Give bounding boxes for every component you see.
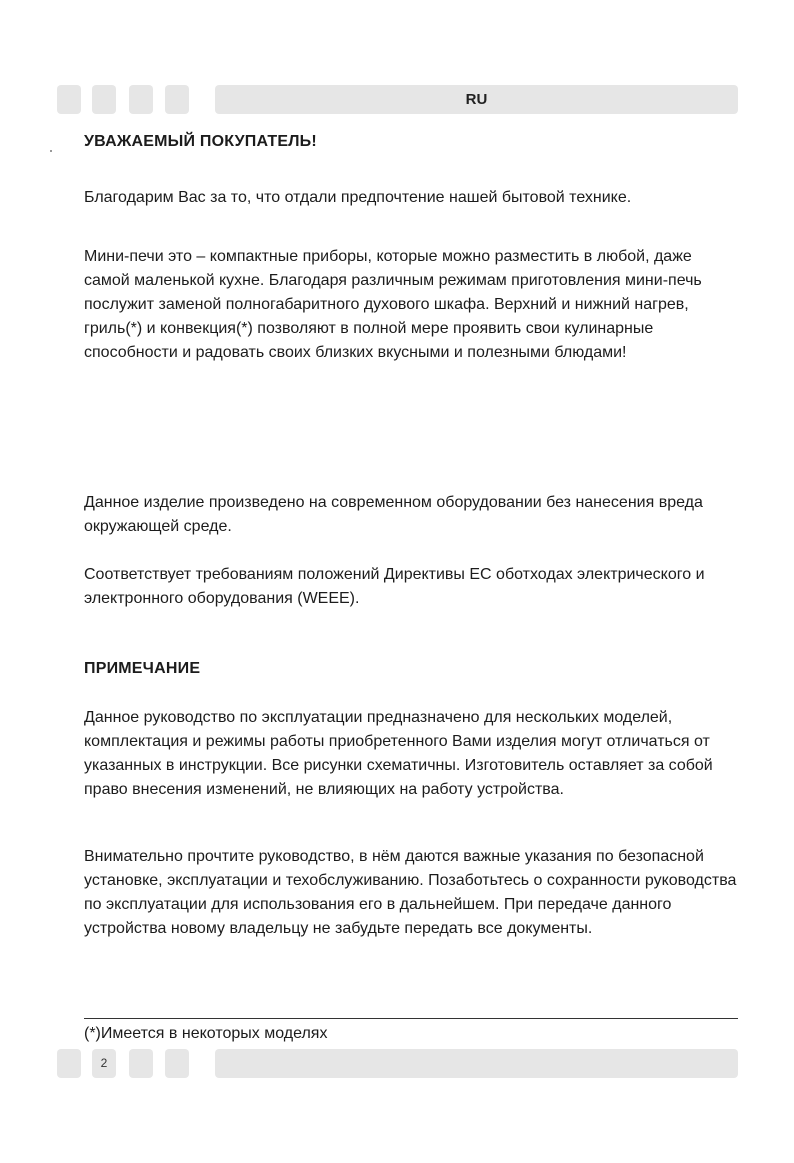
footnote: (*)Имеется в некоторых моделях (84, 1025, 328, 1042)
eco-paragraph: Данное изделие произведено на современном оборудовании без нанесения вреда окружающей среде. (84, 494, 703, 535)
footer-tab-4 (165, 1049, 189, 1078)
header-tab-2 (92, 85, 116, 114)
thanks-paragraph: Благодарим Вас за то, что отдали предпочтение нашей бытовой технике. (84, 189, 632, 206)
header-tab-3 (129, 85, 153, 114)
language-label: RU (465, 91, 488, 108)
note-paragraph-2: Внимательно прочтите руководство, в нём даются важные указания по безопасной установке, эксплуатации и техобслуживанию. Позаботьтесь о сохранности руководства по эксплуатации для использования его в дальнейшем. При передаче данного устройства новому владельцу не забудьте передать все документы. (84, 848, 737, 937)
greeting-title: УВАЖАЕМЫЙ ПОКУПАТЕЛЬ! (84, 133, 317, 150)
note-paragraph-1: Данное руководство по эксплуатации предназначено для нескольких моделей, комплектация и режимы работы приобретенного Вами изделия могут отличаться от указанных в инструкции. Все рисунки схематичны. Изготовитель оставляет за собой право внесения изменений, не влияющих на работу устройства. (84, 709, 713, 798)
weee-paragraph: Соответствует требованиям положений Директивы ЕС оботходах электрического и электронного оборудования (WEEE). (84, 566, 705, 607)
footer-bar (215, 1049, 738, 1078)
footer-tab-1 (57, 1049, 81, 1078)
note-title: ПРИМЕЧАНИЕ (84, 660, 201, 677)
intro-paragraph: Мини-печи это – компактные приборы, которые можно разместить в любой, даже самой маленькой кухне. Благодаря различным режимам приготовления мини-печь послужит заменой полногабаритного духового шкафа. Верхний и нижний нагрев, гриль(*) и конвекция(*) позволяют в полной мере проявить свои кулинарные способности и радовать своих близких вкусными и полезными блюдами! (84, 248, 702, 361)
header-tab-1 (57, 85, 81, 114)
page-number: 2 (92, 1049, 116, 1078)
footer-divider (84, 1018, 738, 1019)
header-tab-4 (165, 85, 189, 114)
scan-speck (50, 150, 52, 152)
footer-tab-3 (129, 1049, 153, 1078)
